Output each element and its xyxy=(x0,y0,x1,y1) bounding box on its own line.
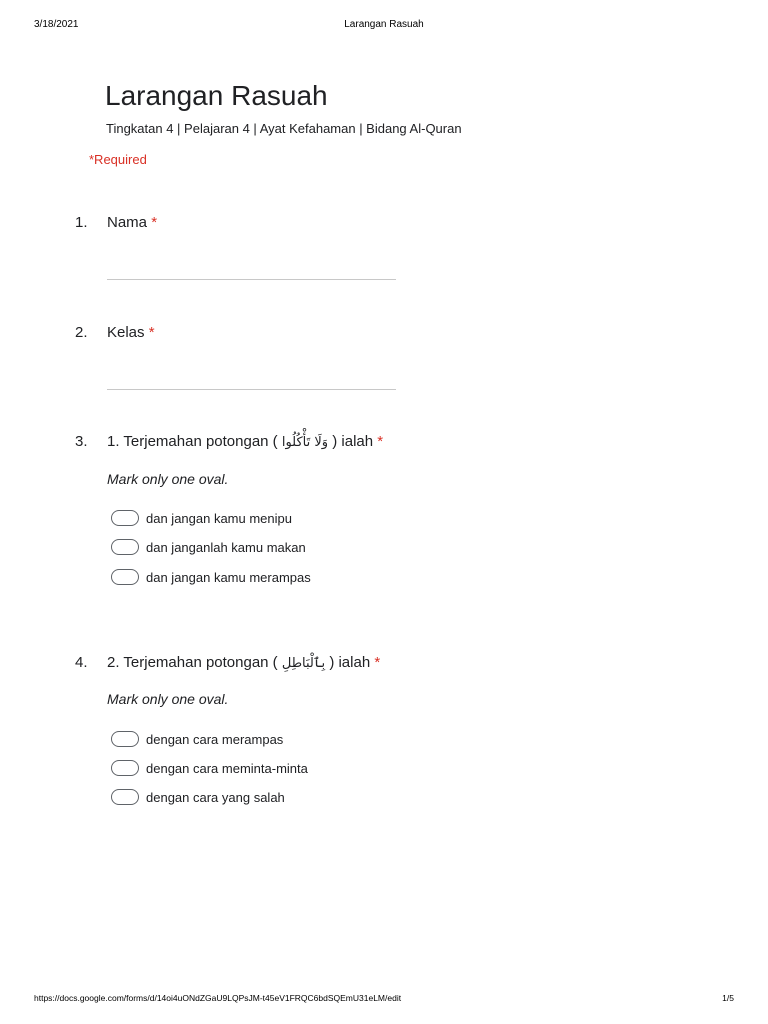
form-description: Tingkatan 4 | Pelajaran 4 | Ayat Kefahaman | Bidang Al-Quran xyxy=(106,121,462,136)
question-number: 4. xyxy=(75,654,88,671)
question-number: 2. xyxy=(75,324,88,341)
radio-oval[interactable] xyxy=(111,539,139,555)
required-star: * xyxy=(148,324,155,341)
question-label: 2. Terjemahan potongan ( بِٱلْبَاطِلِ ) ialah * xyxy=(107,654,381,671)
question-label: 1. Terjemahan potongan ( وَلَا تَأْكُلُوا ) ialah * xyxy=(107,433,384,450)
print-footer xyxy=(34,993,734,1005)
print-url: https://docs.google.com/forms/d/14oi4uONdZGaU9LQPsJM-t45eV1FRQC6bdSQEmU31eLM/edit xyxy=(34,993,402,1003)
arabic-phrase: بِٱلْبَاطِلِ xyxy=(281,656,326,671)
radio-oval[interactable] xyxy=(111,510,139,526)
option-label: dan jangan kamu menipu xyxy=(146,511,292,526)
radio-oval[interactable] xyxy=(111,760,139,776)
question-hint: Mark only one oval. xyxy=(107,471,229,487)
question-label: Kelas * xyxy=(107,324,155,341)
question-hint: Mark only one oval. xyxy=(107,691,229,707)
kelas-input[interactable] xyxy=(107,389,396,390)
option-label: dengan cara meminta-minta xyxy=(146,761,308,776)
form-title: Larangan Rasuah xyxy=(105,80,328,111)
question-number: 3. xyxy=(75,433,88,450)
print-header xyxy=(34,19,734,33)
required-star: * xyxy=(374,654,381,671)
radio-oval[interactable] xyxy=(111,789,139,805)
radio-oval[interactable] xyxy=(111,731,139,747)
required-note: *Required xyxy=(89,152,147,167)
question-number: 1. xyxy=(75,214,88,231)
question-label: Nama * xyxy=(107,214,158,231)
print-date: 3/18/2021 xyxy=(34,19,79,30)
option-label: dan jangan kamu merampas xyxy=(146,570,311,585)
option-label: dan janganlah kamu makan xyxy=(146,540,306,555)
print-title: Larangan Rasuah xyxy=(344,19,424,30)
required-star: * xyxy=(151,214,158,231)
required-star: * xyxy=(377,433,384,450)
nama-input[interactable] xyxy=(107,279,396,280)
page-number: 1/5 xyxy=(722,993,734,1003)
arabic-phrase: وَلَا تَأْكُلُوا xyxy=(281,435,329,450)
option-label: dengan cara merampas xyxy=(146,732,284,747)
option-label: dengan cara yang salah xyxy=(146,790,285,805)
radio-oval[interactable] xyxy=(111,569,139,585)
